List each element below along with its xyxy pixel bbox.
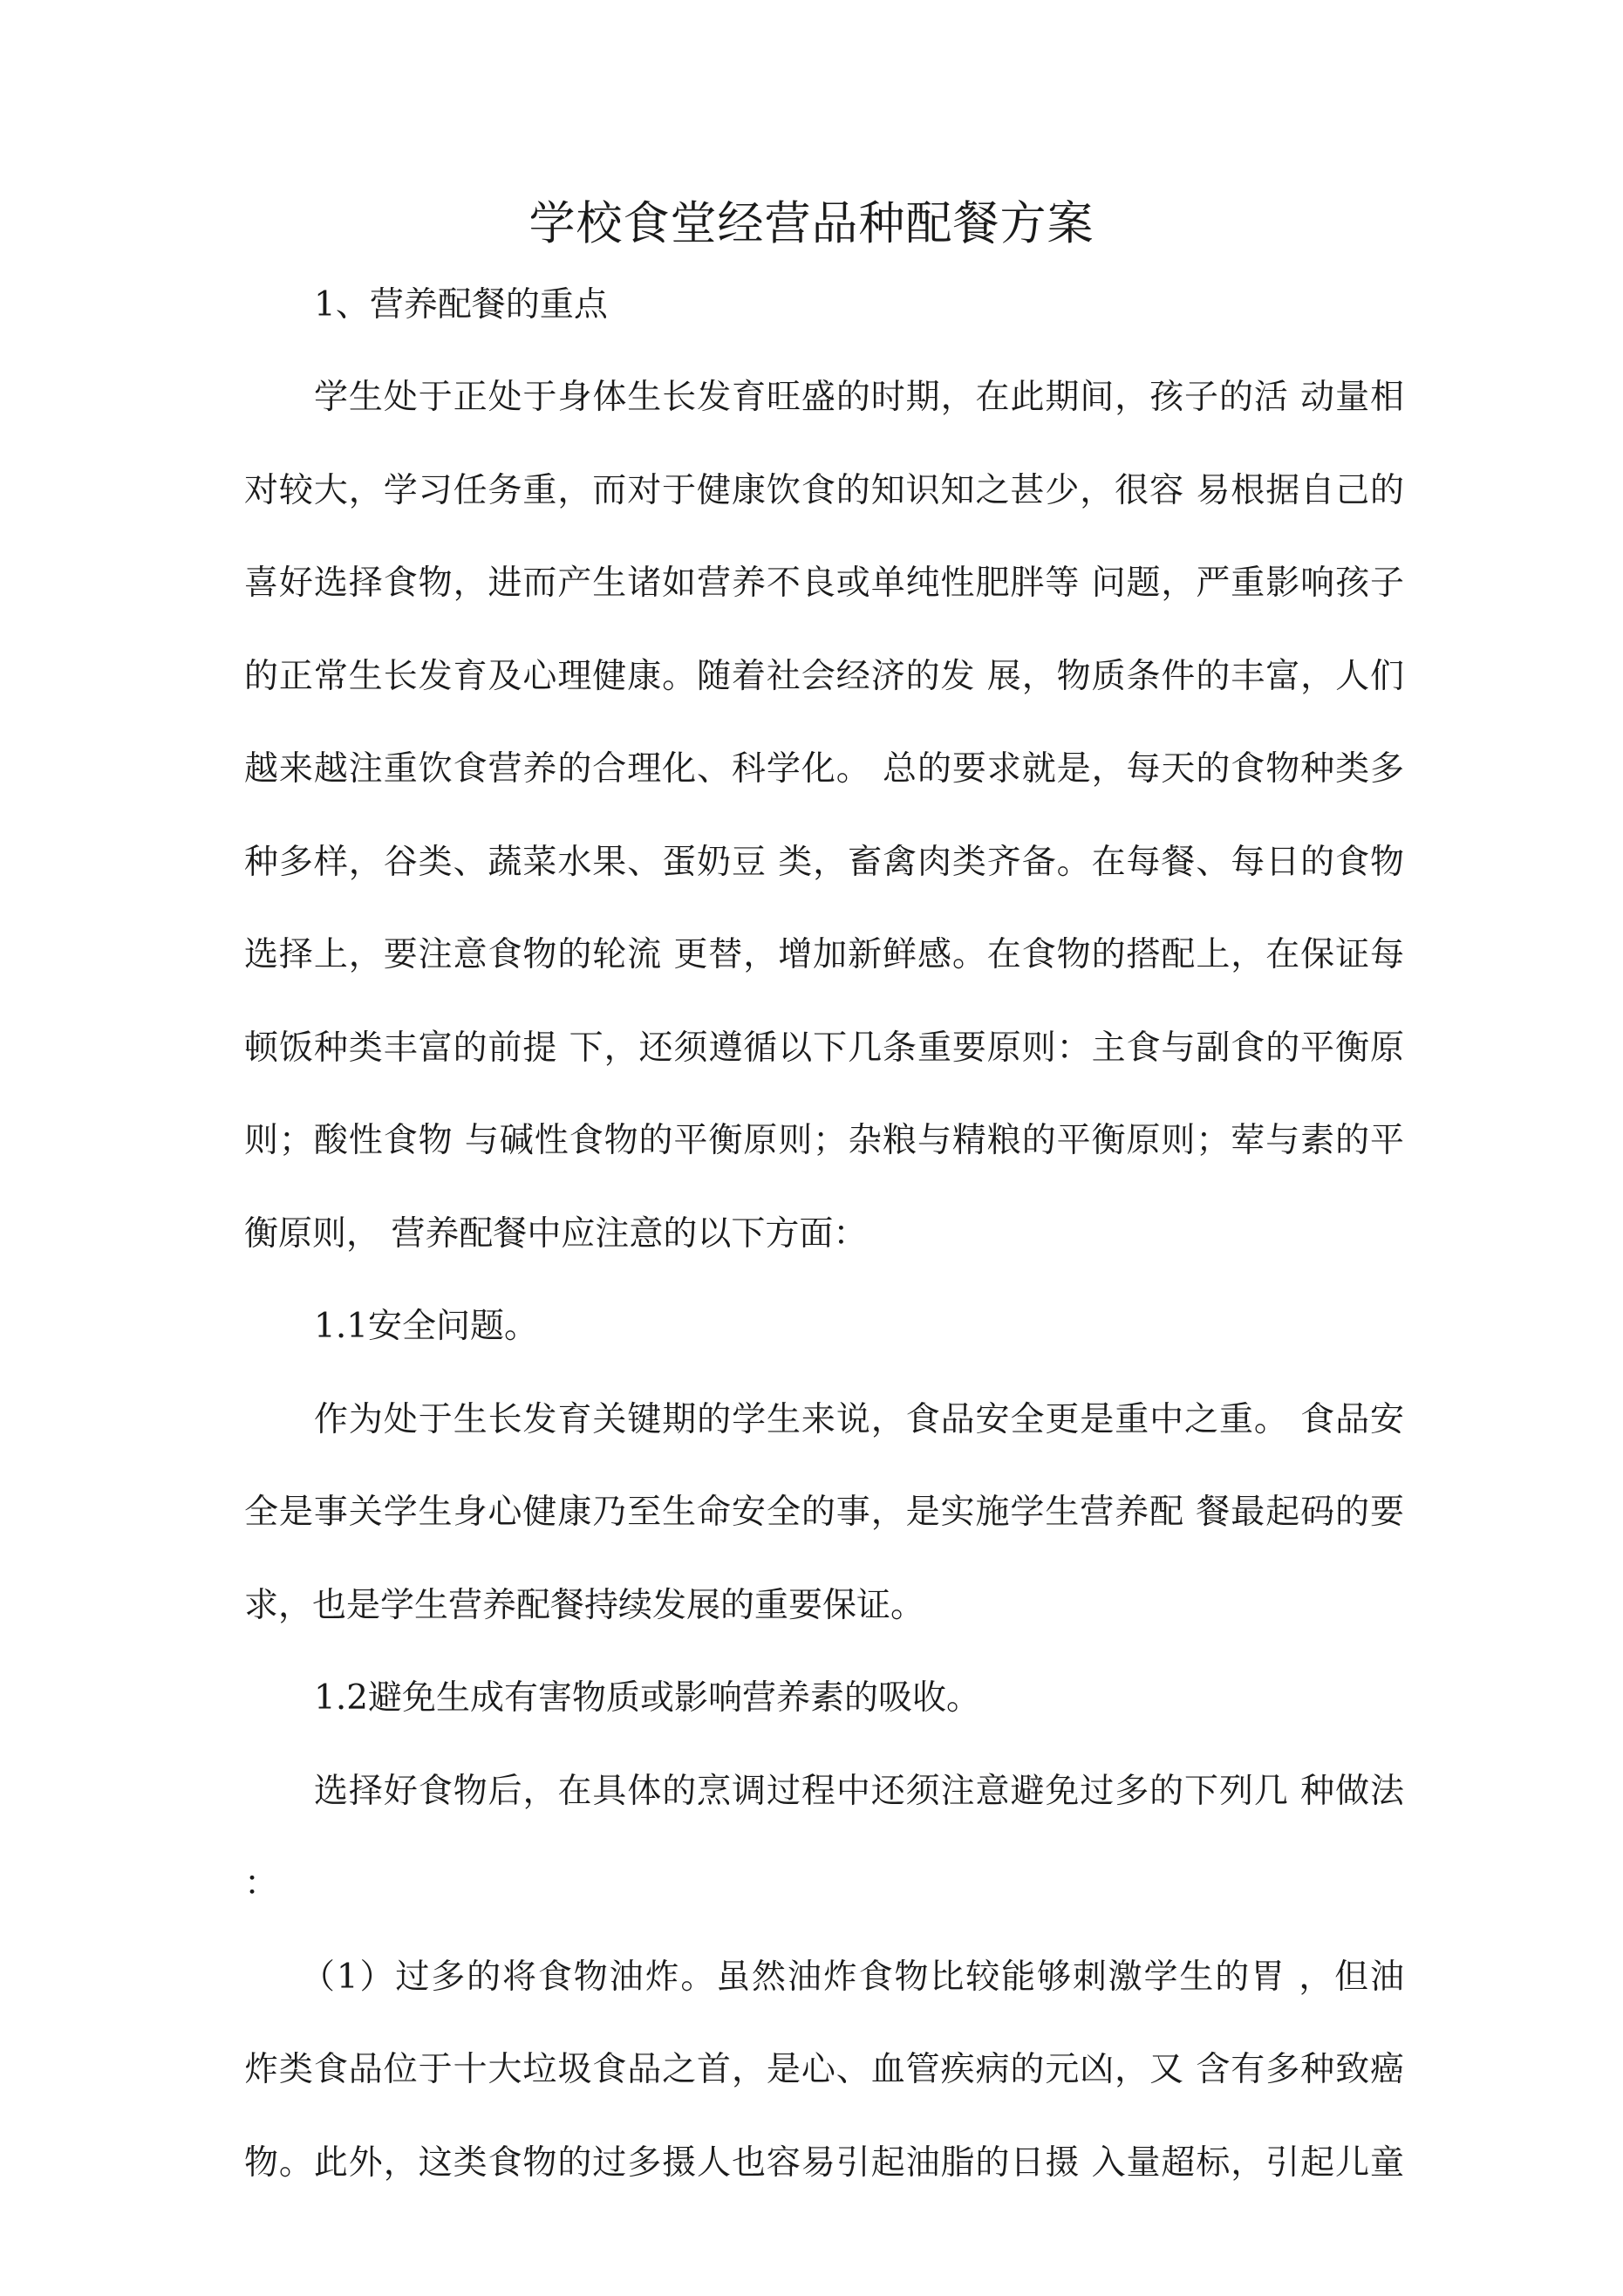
paragraph-line: 炸类食品位于十大垃圾食品之首，是心、血管疾病的元凶，又 含有多种致癌 xyxy=(244,2050,1404,2089)
paragraph-line: 越来越注重饮食营养的合理化、科学化。 总的要求就是，每天的食物种类多 xyxy=(244,749,1404,789)
paragraph-line: 选择好食物后，在具体的烹调过程中还须注意避免过多的下列几 种做法 xyxy=(314,1772,1404,1811)
section-heading: 1.2避免生成有害物质或影响营养素的吸收。 xyxy=(314,1678,981,1718)
paragraph-line: 物。此外，这类食物的过多摄人也容易引起油脂的日摄 入量超标，引起儿童 xyxy=(244,2143,1404,2183)
paragraph-line: 则；酸性食物 与碱性食物的平衡原则；杂粮与精粮的平衡原则；荤与素的平 xyxy=(244,1121,1404,1160)
section-heading: 1.1安全问题。 xyxy=(314,1307,539,1346)
document-title: 学校食堂经营品种配餐方案 xyxy=(528,197,1095,250)
paragraph-line: 顿饭种类丰富的前提 下，还须遵循以下几条重要原则：主食与副食的平衡原 xyxy=(244,1028,1404,1068)
paragraph-line: 学生处于正处于身体生长发育旺盛的时期，在此期间，孩子的活 动量相 xyxy=(314,378,1404,417)
section-heading: 1、营养配餐的重点 xyxy=(314,285,608,325)
paragraph-line: （1）过多的将食物油炸。虽然油炸食物比较能够刺激学生的胃 ，但油 xyxy=(301,1958,1404,1997)
paragraph-line: 求，也是学生营养配餐持续发展的重要保证。 xyxy=(244,1586,925,1625)
paragraph-line: 的正常生长发育及心理健康。随着社会经济的发 展，物质条件的丰富，人们 xyxy=(244,657,1404,696)
paragraph-line: 全是事关学生身心健康乃至生命安全的事，是实施学生营养配 餐最起码的要 xyxy=(244,1493,1404,1532)
paragraph-line: ： xyxy=(244,1864,279,1903)
paragraph-line: 选择上，要注意食物的轮流 更替，增加新鲜感。在食物的搭配上，在保证每 xyxy=(244,935,1404,974)
paragraph-line: 种多样，谷类、蔬菜水果、蛋奶豆 类，畜禽肉类齐备。在每餐、每日的食物 xyxy=(244,843,1404,882)
paragraph-line: 对较大，学习任务重，而对于健康饮食的知识知之甚少，很容 易根据自己的 xyxy=(244,471,1404,510)
paragraph-line: 喜好选择食物，进而产生诸如营养不良或单纯性肥胖等 问题，严重影响孩子 xyxy=(244,564,1404,603)
paragraph-line: 作为处于生长发育关键期的学生来说，食品安全更是重中之重。 食品安 xyxy=(314,1400,1404,1439)
paragraph-line: 衡原则， 营养配餐中应注意的以下方面： xyxy=(244,1214,868,1254)
